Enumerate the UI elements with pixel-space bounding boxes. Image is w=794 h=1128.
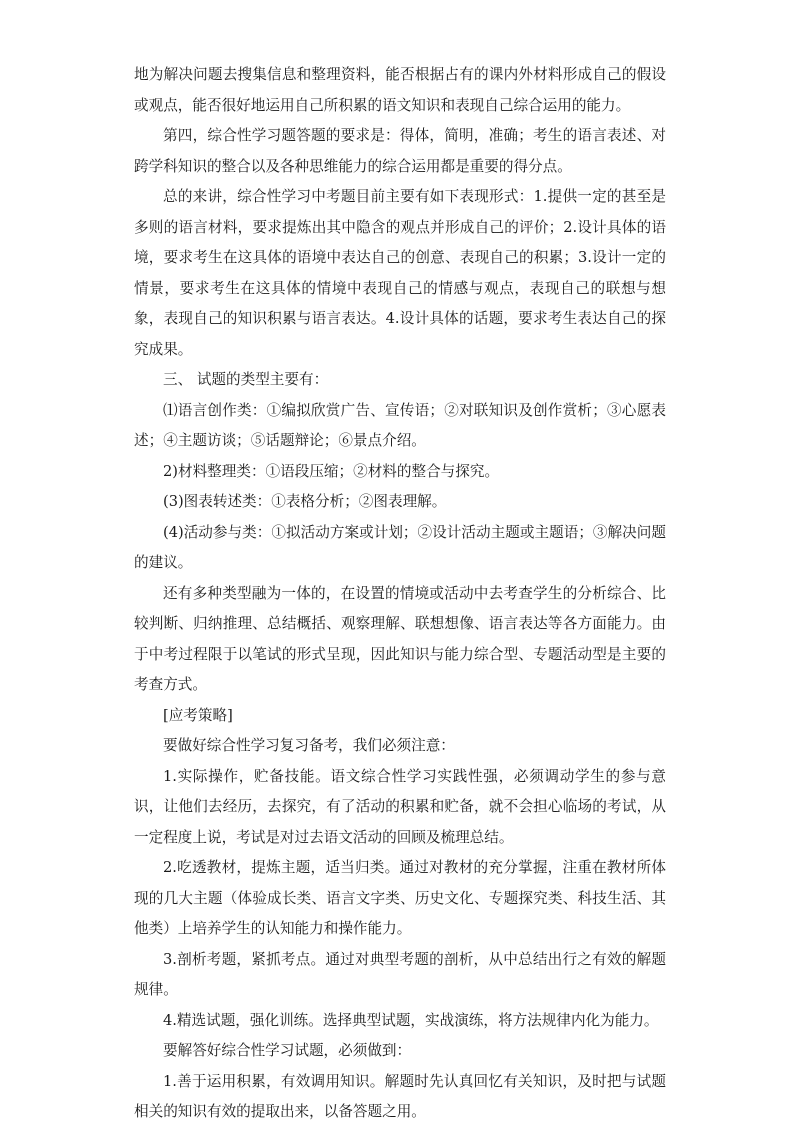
paragraph-review-intro: 要做好综合性学习复习备考，我们必须注意： — [163, 737, 455, 754]
paragraph-continuation: 地为解决问题去搜集信息和整理资料，能否根据占有的课内外材料形成自己的假设或观点，能否很好地运用自己所积累的语文知识和表现自己综合运用的能力。 — [134, 66, 666, 114]
paragraph-question-forms: 总的来讲，综合性学习中考题目前主要有如下表现形式：1.提供一定的甚至是多则的语言材料，要求提炼出其中隐含的观点并形成自己的评价；2.设计具体的语境，要求考生在这具体的语境中表达自己的创意、表现自己的积累；3.设计一定的情景，要求考生在这具体的情境中表现自己的情感与观点，表现自己的联想与想象，表现自己的知识积累与语言表达。4.设计具体的话题，要求考生表达自己的探究成果。 — [134, 188, 666, 358]
list-item-language-creation: ⑴语言创作类：①编拟欣赏广告、宣传语；②对联知识及创作赏析；③心愿表述；④主题访谈；⑤话题辩论；⑥景点介绍。 — [134, 401, 666, 449]
paragraph-answering-intro: 要解答好综合性学习试题，必须做到： — [163, 1042, 412, 1059]
list-item-strategy-2: 2.吃透教材，提炼主题，适当归类。通过对教材的充分掌握，注重在教材所体现的几大主题（体验成长类、语言文字类、历史文化、专题探究类、科技生活、其他类）上培养学生的认知能力和操作能力。 — [134, 859, 666, 937]
section-heading-exam-strategy: [应考策略] — [163, 706, 233, 724]
paragraph-answer-requirements: 第四，综合性学习题答题的要求是：得体，简明，准确；考生的语言表述、对跨学科知识的整合以及各种思维能力的综合运用都是重要的得分点。 — [134, 127, 666, 175]
list-item-strategy-3: 3.剖析考题，紧抓考点。通过对典型考题的剖析，从中总结出行之有效的解题规律。 — [134, 950, 666, 998]
list-item-material-organization: 2)材料整理类：①语段压缩；②材料的整合与探究。 — [163, 462, 500, 480]
list-item-strategy-1: 1.实际操作，贮备技能。语文综合性学习实践性强，必须调动学生的参与意识，让他们去经历，去探究，有了活动的积累和贮备，就不会担心临场的考试，从一定程度上说，考试是对过去语文活动的回顾及梳理总结。 — [134, 767, 666, 846]
document-page — [134, 60, 666, 1128]
list-item-strategy-4: 4.精选试题，强化训练。选择典型试题，实战演练，将方法规律内化为能力。 — [163, 1011, 659, 1029]
list-item-activity-participation: (4)活动参与类：①拟活动方案或计划；②设计活动主题或主题语；③解决问题的建议。 — [134, 523, 666, 571]
list-item-answering-1: 1.善于运用积累，有效调用知识。解题时先认真回忆有关知识，及时把与试题相关的知识有效的提取出来，以备答题之用。 — [134, 1072, 666, 1120]
paragraph-combined-types: 还有多种类型融为一体的，在设置的情境或活动中去考查学生的分析综合、比较判断、归纳推理、总结概括、观察理解、联想想像、语言表达等各方面能力。由于中考过程限于以笔试的形式呈现，因此知识与能力综合型、专题活动型是主要的考查方式。 — [134, 584, 666, 693]
section-heading-question-types: 三、 试题的类型主要有： — [163, 371, 329, 388]
list-item-chart-conversion: (3)图表转述类：①表格分析；②图表理解。 — [163, 493, 447, 510]
